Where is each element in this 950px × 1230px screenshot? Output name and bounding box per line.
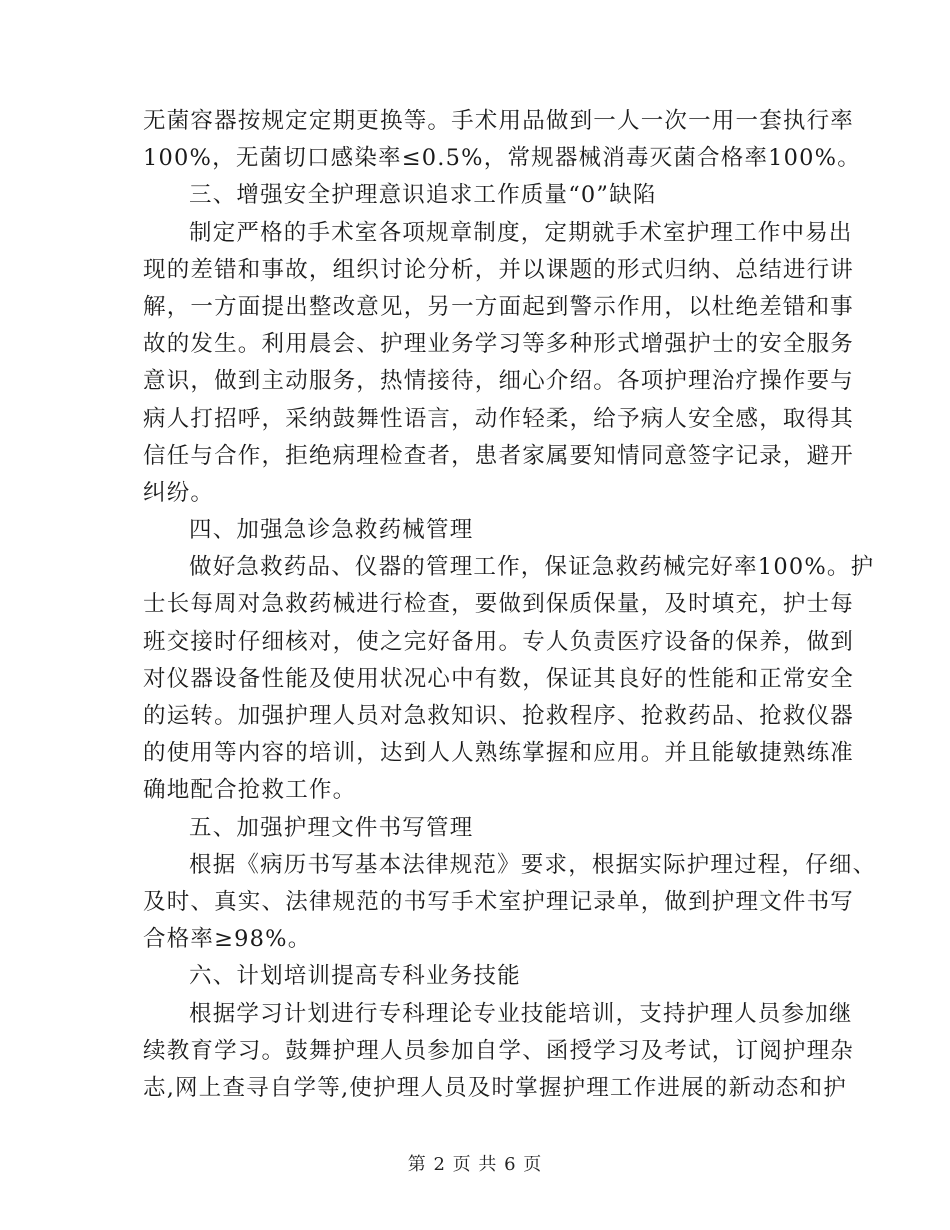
page-number-footer: 第 2 页 共 6 页 xyxy=(407,1154,543,1175)
text-line: 无菌容器按规定定期更换等。手术用品做到一人一次一用一套执行率 xyxy=(143,108,855,134)
text-line: 合格率≥98%。 xyxy=(143,926,312,953)
text-line: 做好急救药品、仪器的管理工作，保证急救药械完好率100%。护 xyxy=(189,554,875,581)
text-line: 及时、真实、法律规范的书写手术室护理记录单，做到护理文件书写 xyxy=(143,888,855,915)
text-line: 三、增强安全护理意识追求工作质量“0”缺陷 xyxy=(189,182,657,209)
text-line: 四、加强急诊急救药械管理 xyxy=(189,517,474,544)
text-line: 制定严格的手术室各项规章制度，定期就手术室护理工作中易出 xyxy=(189,219,853,246)
text-line: 志,网上查寻自学等,使护理人员及时掌握护理工作进展的新动态和护 xyxy=(143,1074,848,1101)
text-line: 对仪器设备性能及使用状况心中有数，保证其良好的性能和正常安全 xyxy=(143,665,855,692)
text-line: 100%，无菌切口感染率≤0.5%，常规器械消毒灭菌合格率100%。 xyxy=(143,145,861,172)
text-line: 根据学习计划进行专科理论专业技能培训，支持护理人员参加继 xyxy=(189,1000,853,1027)
text-line: 现的差错和事故，组织讨论分析，并以课题的形式归纳、总结进行讲 xyxy=(143,256,855,283)
text-line: 的运转。加强护理人员对急救知识、抢救程序、抢救药品、抢救仪器 xyxy=(143,703,855,729)
text-line: 故的发生。利用晨会、护理业务学习等多种形式增强护士的安全服务 xyxy=(143,331,855,358)
document-body xyxy=(143,103,877,1107)
text-line: 确地配合抢救工作。 xyxy=(143,777,357,804)
text-line: 的使用等内容的培训，达到人人熟练掌握和应用。并且能敏捷熟练准 xyxy=(143,740,855,767)
text-line: 士长每周对急救药械进行检查，要做到保质保量，及时填充，护士每 xyxy=(143,591,855,618)
text-line: 班交接时仔细核对，使之完好备用。专人负责医疗设备的保养，做到 xyxy=(143,628,855,655)
text-line: 意识，做到主动服务，热情接待，细心介绍。各项护理治疗操作要与 xyxy=(143,368,855,395)
text-line: 病人打招呼，采纳鼓舞性语言，动作轻柔，给予病人安全感，取得其 xyxy=(143,405,855,432)
text-line: 解，一方面提出整改意见，另一方面起到警示作用，以杜绝差错和事 xyxy=(143,293,855,320)
text-line: 纠纷。 xyxy=(143,479,215,506)
text-line: 续教育学习。鼓舞护理人员参加自学、函授学习及考试，订阅护理杂 xyxy=(143,1037,855,1064)
text-line: 五、加强护理文件书写管理 xyxy=(189,814,474,841)
text-line: 信任与合作，拒绝病理检查者，患者家属要知情同意签字记录，避开 xyxy=(143,442,855,469)
text-line: 根据《病历书写基本法律规范》要求，根据实际护理过程，仔细、 xyxy=(189,851,877,878)
text-line: 六、计划培训提高专科业务技能 xyxy=(189,963,521,990)
